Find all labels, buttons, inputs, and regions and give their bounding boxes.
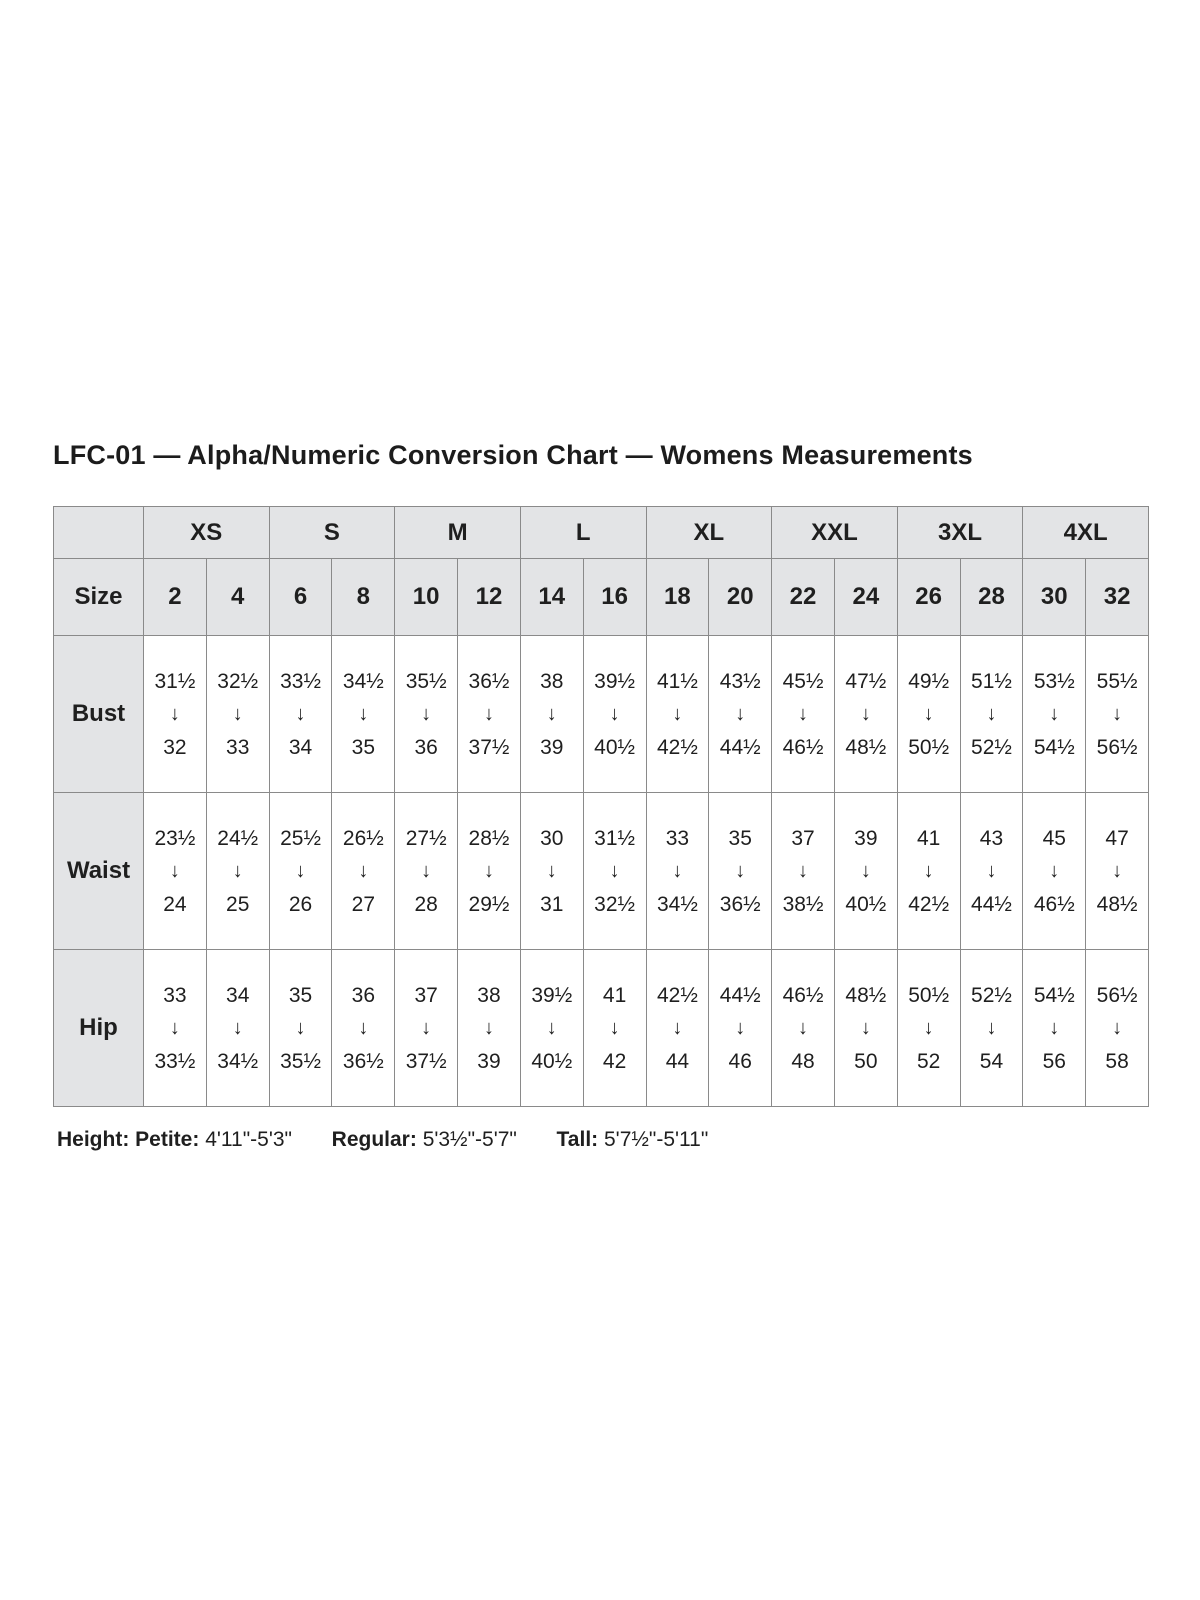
range-max: 52½: [971, 735, 1012, 759]
arrow-down-icon: ↓: [798, 859, 809, 882]
arrow-down-icon: ↓: [735, 1016, 746, 1039]
range-max: 56½: [1096, 735, 1138, 759]
numeric-size-header-8: 8: [332, 559, 395, 636]
numeric-size-header-4: 4: [206, 559, 269, 636]
measurement-cell: [1086, 950, 1149, 1107]
range-max: 40½: [531, 1049, 573, 1073]
measurement-cell: [332, 636, 395, 793]
row-label-hip: Hip: [54, 950, 144, 1107]
arrow-down-icon: ↓: [798, 702, 809, 725]
range-max: 27: [351, 892, 376, 916]
numeric-size-header-14: 14: [520, 559, 583, 636]
range-max: 58: [1105, 1049, 1129, 1073]
measurement-cell: [646, 950, 709, 1107]
range-min: 56½: [1096, 983, 1138, 1007]
measurement-cell: [1023, 793, 1086, 950]
corner-cell: [54, 507, 144, 559]
alpha-size-header-3xl: 3XL: [897, 507, 1023, 559]
range-min: 42½: [656, 983, 698, 1007]
measurement-cell: [1086, 793, 1149, 950]
range-max: 33: [226, 735, 250, 759]
range-min: 47: [1105, 826, 1129, 850]
arrow-down-icon: ↓: [1049, 1016, 1060, 1039]
measurement-cell: [520, 636, 583, 793]
measurement-cell: [709, 793, 772, 950]
measurement-cell: [897, 636, 960, 793]
range-max: 46½: [1033, 892, 1075, 916]
measurement-cell: [834, 793, 897, 950]
numeric-size-header-26: 26: [897, 559, 960, 636]
measurement-cell: [332, 793, 395, 950]
arrow-down-icon: ↓: [672, 859, 683, 882]
alpha-size-header-l: L: [520, 507, 646, 559]
range-min: 43½: [719, 669, 761, 693]
measurement-cell: [583, 636, 646, 793]
range-max: 54½: [1033, 735, 1075, 759]
measurement-cell: [897, 950, 960, 1107]
measurement-cell: [206, 950, 269, 1107]
measurement-cell: [897, 793, 960, 950]
range-max: 42: [602, 1049, 627, 1073]
measurement-cell: [960, 636, 1023, 793]
range-max: 34: [288, 735, 313, 759]
size-row-label: Size: [54, 559, 144, 636]
range-min: 48½: [845, 983, 887, 1007]
range-max: 44½: [719, 735, 761, 759]
alpha-size-header-s: S: [269, 507, 395, 559]
range-max: 42½: [656, 735, 698, 759]
arrow-down-icon: ↓: [986, 702, 997, 725]
measurement-cell: [772, 793, 835, 950]
range-min: 33½: [280, 669, 321, 693]
measurement-cell: [206, 793, 269, 950]
range-min: 49½: [908, 669, 950, 693]
numeric-size-header-28: 28: [960, 559, 1023, 636]
range-min: 52½: [971, 983, 1012, 1007]
range-min: 45½: [782, 669, 824, 693]
range-min: 43: [979, 826, 1004, 850]
measurements-body: [54, 636, 1149, 1107]
range-max: 28: [414, 892, 438, 916]
arrow-down-icon: ↓: [546, 702, 557, 725]
range-max: 24: [163, 892, 187, 916]
arrow-down-icon: ↓: [1049, 859, 1060, 882]
petite-value: 4'11"-5'3": [205, 1128, 292, 1151]
measurement-cell: [772, 950, 835, 1107]
measurement-cell: [772, 636, 835, 793]
row-waist: [54, 793, 1149, 950]
row-hip: [54, 950, 1149, 1107]
row-bust: [54, 636, 1149, 793]
range-max: 40½: [845, 892, 887, 916]
numeric-size-header-20: 20: [709, 559, 772, 636]
arrow-down-icon: ↓: [923, 859, 934, 882]
arrow-down-icon: ↓: [295, 702, 306, 725]
arrow-down-icon: ↓: [735, 859, 746, 882]
range-min: 54½: [1033, 983, 1075, 1007]
tall-label: Tall:: [556, 1128, 599, 1151]
measurement-cell: [1086, 636, 1149, 793]
arrow-down-icon: ↓: [1112, 859, 1123, 882]
arrow-down-icon: ↓: [609, 702, 620, 725]
arrow-down-icon: ↓: [986, 859, 997, 882]
range-min: 37: [791, 826, 815, 850]
range-max: 33½: [154, 1049, 196, 1073]
alpha-size-header-xl: XL: [646, 507, 772, 559]
arrow-down-icon: ↓: [483, 702, 494, 725]
measurement-cell: [1023, 636, 1086, 793]
numeric-size-header-10: 10: [395, 559, 458, 636]
measurement-cell: [206, 636, 269, 793]
chart-title: LFC-01 — Alpha/Numeric Conversion Chart — Womens Measurements: [53, 440, 973, 470]
range-max: 39: [540, 735, 564, 759]
range-min: 39: [854, 826, 878, 850]
numeric-size-header-30: 30: [1023, 559, 1086, 636]
arrow-down-icon: ↓: [358, 702, 369, 725]
measurement-cell: [1023, 950, 1086, 1107]
range-max: 36½: [342, 1049, 384, 1073]
arrow-down-icon: ↓: [735, 702, 746, 725]
range-min: 34½: [342, 669, 384, 693]
arrow-down-icon: ↓: [1049, 702, 1060, 725]
measurement-cell: [520, 950, 583, 1107]
alpha-size-header-m: M: [395, 507, 521, 559]
range-max: 44: [665, 1049, 690, 1073]
measurement-cell: [646, 636, 709, 793]
numeric-size-header-row: [54, 559, 1149, 636]
measurement-cell: [960, 793, 1023, 950]
petite-label: Petite:: [135, 1128, 200, 1151]
range-min: 41: [602, 983, 627, 1007]
range-max: 37½: [468, 735, 510, 759]
range-max: 46½: [782, 735, 824, 759]
measurement-cell: [269, 793, 332, 950]
alpha-size-header-row: [54, 507, 1149, 559]
range-max: 48: [791, 1049, 815, 1073]
range-max: 38½: [782, 892, 824, 916]
arrow-down-icon: ↓: [1112, 1016, 1123, 1039]
measurement-cell: [520, 793, 583, 950]
range-min: 31½: [594, 826, 636, 850]
range-max: 37½: [405, 1049, 447, 1073]
measurement-cell: [269, 950, 332, 1107]
range-min: 36: [351, 983, 376, 1007]
range-min: 39½: [594, 669, 636, 693]
range-max: 50½: [908, 735, 950, 759]
range-min: 53½: [1033, 669, 1075, 693]
range-min: 37: [414, 983, 438, 1007]
range-max: 48½: [1096, 892, 1138, 916]
measurement-cell: [458, 793, 521, 950]
range-min: 55½: [1096, 669, 1138, 693]
range-max: 34½: [656, 892, 698, 916]
arrow-down-icon: ↓: [1112, 702, 1123, 725]
arrow-down-icon: ↓: [169, 859, 180, 882]
range-min: 45: [1042, 826, 1066, 850]
range-max: 52: [916, 1049, 941, 1073]
range-min: 28½: [468, 826, 510, 850]
numeric-size-header-12: 12: [458, 559, 521, 636]
arrow-down-icon: ↓: [169, 1016, 180, 1039]
alpha-size-header-xs: XS: [144, 507, 270, 559]
arrow-down-icon: ↓: [295, 1016, 306, 1039]
range-min: 24½: [217, 826, 259, 850]
measurement-cell: [395, 793, 458, 950]
range-max: 42½: [908, 892, 950, 916]
range-max: 39: [477, 1049, 501, 1073]
measurement-cell: [583, 950, 646, 1107]
range-min: 46½: [782, 983, 824, 1007]
range-min: 50½: [908, 983, 950, 1007]
range-min: 35½: [405, 669, 447, 693]
range-min: 31½: [154, 669, 196, 693]
numeric-size-header-22: 22: [772, 559, 835, 636]
range-min: 38: [477, 983, 501, 1007]
arrow-down-icon: ↓: [421, 859, 432, 882]
range-min: 32½: [217, 669, 259, 693]
regular-label: Regular:: [331, 1128, 417, 1151]
range-max: 36: [414, 735, 438, 759]
measurement-cell: [395, 636, 458, 793]
range-min: 27½: [405, 826, 447, 850]
numeric-size-header-24: 24: [834, 559, 897, 636]
range-min: 25½: [280, 826, 321, 850]
range-max: 44½: [971, 892, 1012, 916]
range-min: 26½: [342, 826, 384, 850]
arrow-down-icon: ↓: [483, 859, 494, 882]
numeric-size-header-16: 16: [583, 559, 646, 636]
arrow-down-icon: ↓: [546, 1016, 557, 1039]
regular-value: 5'3½"-5'7": [422, 1128, 517, 1151]
arrow-down-icon: ↓: [923, 1016, 934, 1039]
range-max: 35½: [280, 1049, 321, 1073]
measurement-cell: [646, 793, 709, 950]
range-min: 51½: [971, 669, 1012, 693]
arrow-down-icon: ↓: [860, 702, 871, 725]
range-min: 35: [288, 983, 313, 1007]
arrow-down-icon: ↓: [860, 1016, 871, 1039]
measurement-cell: [834, 950, 897, 1107]
range-min: 23½: [154, 826, 196, 850]
arrow-down-icon: ↓: [798, 1016, 809, 1039]
height-label: Height:: [57, 1128, 130, 1151]
arrow-down-icon: ↓: [860, 859, 871, 882]
range-max: 50: [854, 1049, 878, 1073]
arrow-down-icon: ↓: [483, 1016, 494, 1039]
arrow-down-icon: ↓: [169, 702, 180, 725]
range-min: 33: [163, 983, 187, 1007]
range-max: 48½: [845, 735, 887, 759]
arrow-down-icon: ↓: [986, 1016, 997, 1039]
arrow-down-icon: ↓: [358, 859, 369, 882]
numeric-size-header-6: 6: [269, 559, 332, 636]
alpha-size-header-4xl: 4XL: [1023, 507, 1149, 559]
measurement-cell: [332, 950, 395, 1107]
arrow-down-icon: ↓: [295, 859, 306, 882]
arrow-down-icon: ↓: [546, 859, 557, 882]
arrow-down-icon: ↓: [672, 1016, 683, 1039]
range-min: 33: [665, 826, 690, 850]
arrow-down-icon: ↓: [421, 1016, 432, 1039]
arrow-down-icon: ↓: [358, 1016, 369, 1039]
range-min: 34: [226, 983, 250, 1007]
measurement-cell: [144, 950, 207, 1107]
range-min: 41: [916, 826, 941, 850]
arrow-down-icon: ↓: [672, 702, 683, 725]
range-max: 35: [351, 735, 376, 759]
range-max: 36½: [719, 892, 761, 916]
range-max: 25: [226, 892, 250, 916]
range-max: 32: [163, 735, 187, 759]
range-max: 32½: [594, 892, 636, 916]
range-min: 39½: [531, 983, 573, 1007]
measurement-cell: [395, 950, 458, 1107]
range-max: 46: [728, 1049, 752, 1073]
range-max: 26: [288, 892, 313, 916]
measurement-cell: [269, 636, 332, 793]
measurement-cell: [144, 793, 207, 950]
range-min: 47½: [845, 669, 887, 693]
arrow-down-icon: ↓: [609, 859, 620, 882]
arrow-down-icon: ↓: [232, 1016, 243, 1039]
size-conversion-table: [53, 506, 1149, 1107]
range-max: 31: [540, 892, 564, 916]
range-max: 56: [1042, 1049, 1066, 1073]
measurement-cell: [709, 950, 772, 1107]
measurement-cell: [583, 793, 646, 950]
tall-value: 5'7½"-5'11": [604, 1128, 709, 1151]
arrow-down-icon: ↓: [421, 702, 432, 725]
measurement-cell: [458, 950, 521, 1107]
range-min: 44½: [719, 983, 761, 1007]
measurement-cell: [709, 636, 772, 793]
measurement-cell: [144, 636, 207, 793]
range-min: 30: [540, 826, 564, 850]
measurement-cell: [834, 636, 897, 793]
measurement-cell: [960, 950, 1023, 1107]
arrow-down-icon: ↓: [609, 1016, 620, 1039]
arrow-down-icon: ↓: [923, 702, 934, 725]
range-min: 41½: [656, 669, 698, 693]
row-label-bust: Bust: [54, 636, 144, 793]
numeric-size-header-18: 18: [646, 559, 709, 636]
range-min: 36½: [468, 669, 510, 693]
range-max: 54: [979, 1049, 1004, 1073]
numeric-size-header-2: 2: [144, 559, 207, 636]
measurement-cell: [458, 636, 521, 793]
range-max: 40½: [594, 735, 636, 759]
alpha-size-header-xxl: XXL: [772, 507, 898, 559]
numeric-size-header-32: 32: [1086, 559, 1149, 636]
height-footer: [57, 1128, 708, 1152]
range-max: 29½: [468, 892, 510, 916]
range-min: 38: [540, 669, 564, 693]
range-min: 35: [728, 826, 752, 850]
arrow-down-icon: ↓: [232, 702, 243, 725]
row-label-waist: Waist: [54, 793, 144, 950]
arrow-down-icon: ↓: [232, 859, 243, 882]
range-max: 34½: [217, 1049, 259, 1073]
